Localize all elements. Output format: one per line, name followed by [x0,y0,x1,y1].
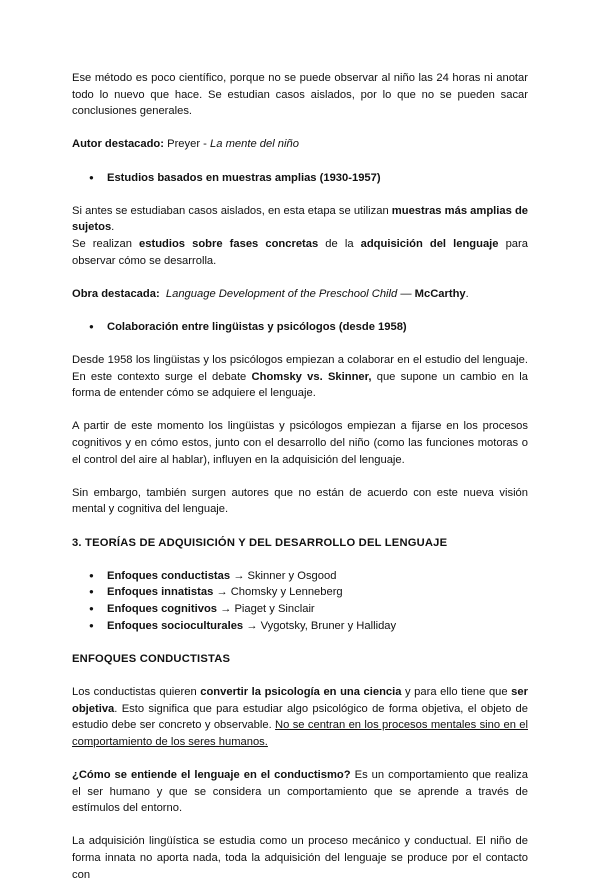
enfoque-authors: Chomsky y Lenneberg [230,586,343,599]
list-item [107,618,528,635]
text-bold: adquisición del lenguaje [360,237,499,250]
text-underlined: No se centran en los procesos mentales sino en el comportamiento de los seres humanos. [72,719,528,748]
arrow-icon: → [213,586,231,599]
enfoque-label: Enfoques cognitivos [107,603,218,615]
list-item [107,584,528,601]
arrow-icon: → [243,619,261,632]
text-run: . [465,287,469,300]
section-heading-conductistas: ENFOQUES CONDUCTISTAS [72,652,231,665]
enfoque-label: Enfoques innatistas [107,586,214,599]
paragraph-lenguaje-conductismo [72,767,528,817]
document-page [72,70,528,883]
list-item [107,601,528,618]
paragraph-sin-embargo: Sin embargo, también surgen autores que no están de acuerdo con este nueva visión mental y cognitiva del lenguaje. [72,486,528,516]
paragraph-metodo: Ese método es poco científico, porque no se puede observar al niño las 24 horas ni anotar todo lo nuevo que hace. Se estudian casos aislados, por lo que no se pueden sacar conclusiones generales. [72,72,528,118]
text-bold: ser objetiva [72,685,528,715]
text-run: que supone un cambio en la forma de entender cómo se adquiere el lenguaje. [72,370,528,400]
text-run: Se realizan [72,237,140,250]
question-bold: ¿Cómo se entiende el lenguaje en el conductismo? [72,768,351,781]
section-heading-teorias: 3. TEORÍAS DE ADQUISICIÓN Y DEL DESARROLLO DEL LENGUAJE [72,536,448,549]
bullet-text: Colaboración entre lingüistas y psicólogos (desde 1958) [107,320,407,333]
text-run: Si antes se estudiaban casos aislados, en esta etapa se utilizan [72,204,392,217]
text-run: Es un comportamiento que realiza el ser humano y que se considera un comportamiento que se aprende a través de estímulos del entorno. [72,768,528,815]
enfoque-label: Enfoques conductistas [107,569,231,582]
paragraph-conductistas [72,684,528,750]
enfoque-authors: Vygotsky, Bruner y Halliday [260,619,397,632]
bullet-list-colaboracion [72,319,528,336]
bullet-list-estudios [72,170,528,187]
autor-work: La mente del niño [210,138,299,151]
bullet-text: Estudios basados en muestras amplias (1930-1957) [107,171,381,184]
text-run: Desde 1958 los lingüistas y los psicólogos empiezan a colaborar en el estudio del lenguaje. En este contexto surge el debate [72,354,528,383]
autor-destacado [72,136,528,153]
enfoque-label: Enfoques socioculturales [107,619,244,632]
text-bold: convertir la psicología en una ciencia [200,685,402,698]
arrow-icon: → [230,569,248,582]
text-bold: Chomsky vs. Skinner, [251,370,372,383]
list-item [107,568,528,585]
list-item [107,319,528,336]
obra-author: McCarthy [414,287,466,300]
autor-label: Autor destacado: [72,138,164,151]
arrow-icon: → [217,603,235,615]
obra-destacada [72,286,528,303]
paragraph-muestras [72,203,528,269]
paragraph-adquisicion: La adquisición lingüística se estudia como un proceso mecánico y conductual. El niño de forma innata no aporta nada, toda la adquisición del lenguaje se produce por el contacto con [72,835,528,881]
text-run: . [111,221,115,234]
enfoque-authors: Piaget y Sinclair [234,603,315,615]
text-run: de la [318,237,361,250]
paragraph-1958 [72,352,528,402]
obra-work: Language Development of the Preschool Child [165,287,398,300]
list-item [107,170,528,187]
text-run: Los conductistas quieren [72,685,201,698]
text-run: — [397,287,415,300]
autor-name: Preyer - [164,138,211,151]
bullet-list-enfoques [72,568,528,634]
enfoque-authors: Skinner y Osgood [247,569,337,582]
text-run: para observar cómo se desarrolla. [72,237,528,267]
obra-label: Obra destacada: [72,287,160,300]
text-bold: estudios sobre fases concretas [139,237,319,250]
text-run: . Esto significa que para estudiar algo psicológico de forma objetiva, el objeto de estudio debe ser concreto y observable. [72,702,528,732]
paragraph-procesos: A partir de este momento los lingüistas y psicólogos empiezan a fijarse en los procesos cognitivos y en cómo estos, junto con el desarrollo del niño (como las funciones motoras o el control del aire al hablar), influyen en la adquisición del lenguaje. [72,420,528,466]
text-run: y para ello tiene que [401,685,512,698]
text-bold: muestras más amplias de sujetos [72,204,528,234]
